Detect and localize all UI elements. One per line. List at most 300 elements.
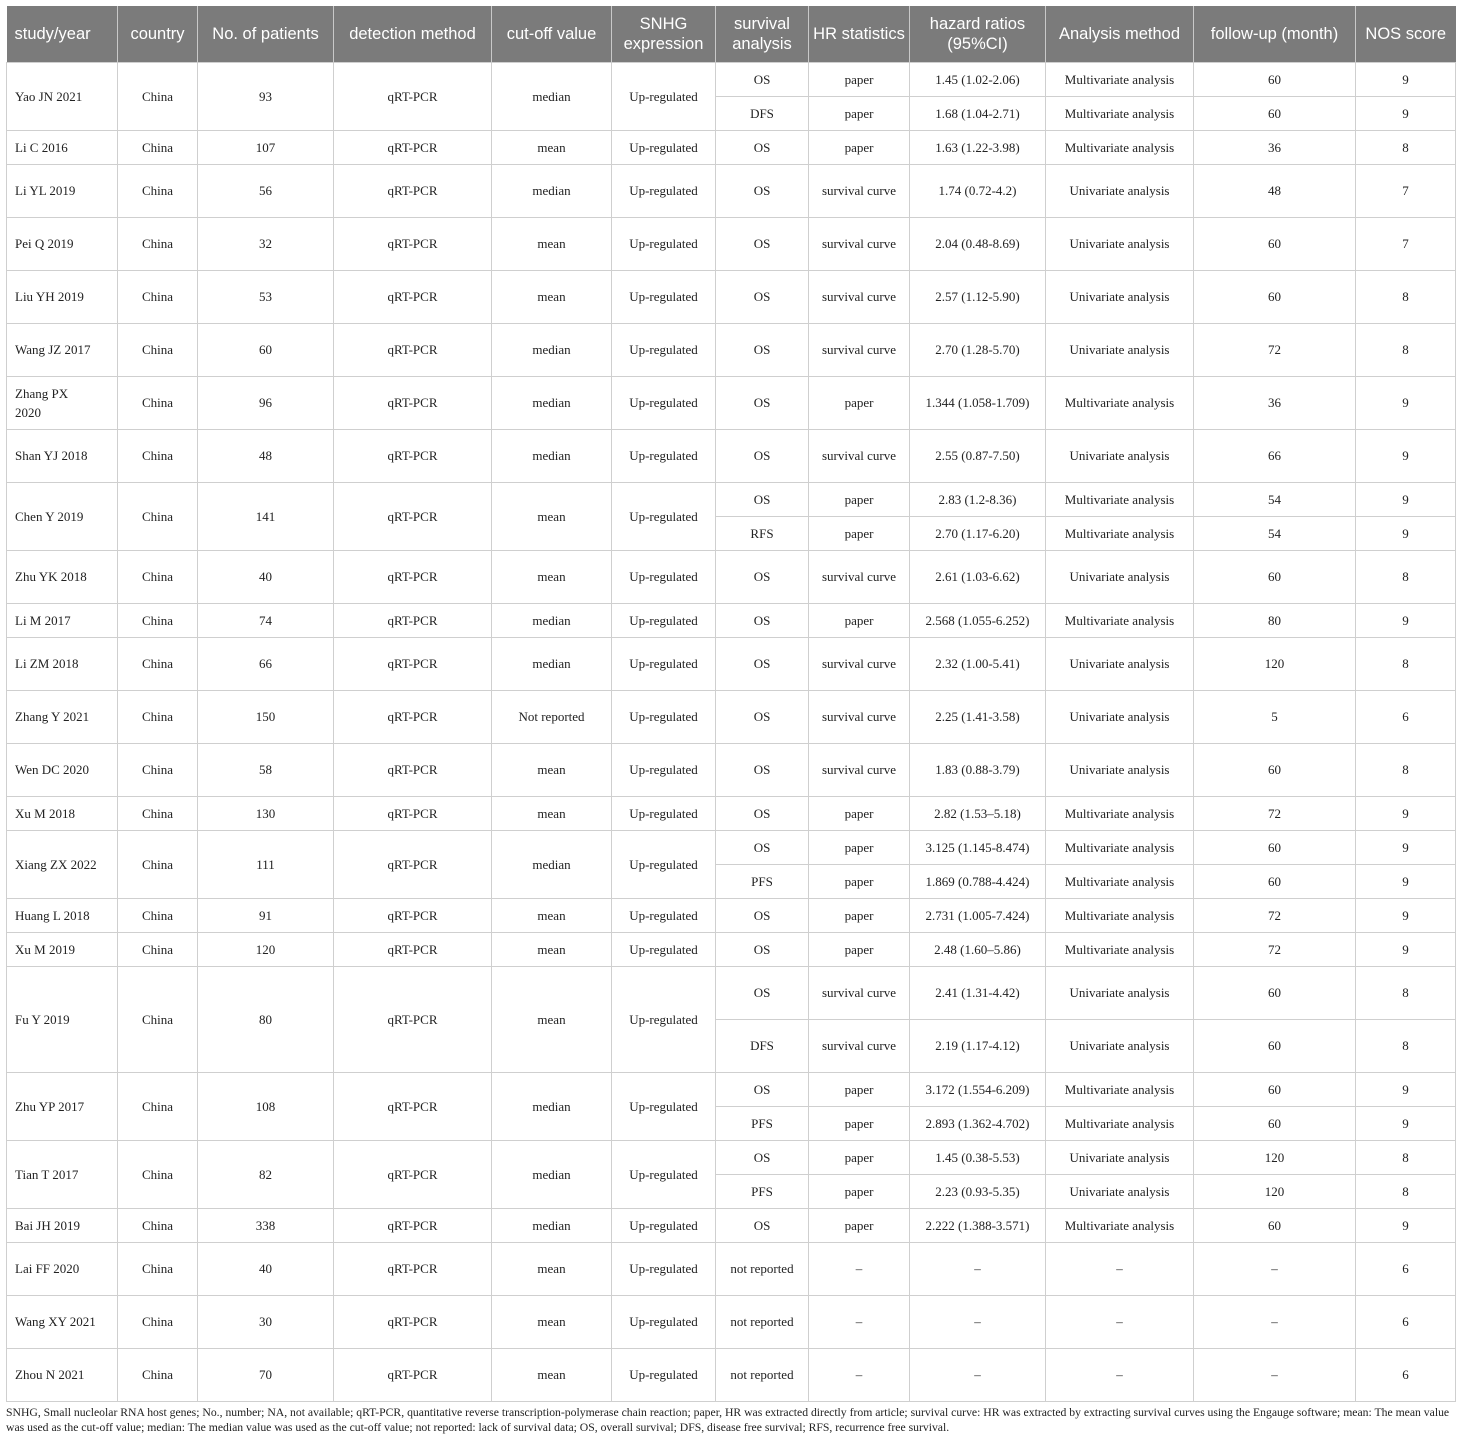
table-row — [7, 483, 1456, 517]
country-cell: China — [118, 271, 198, 324]
follow-up-cell: 72 — [1194, 797, 1356, 831]
study-cell: Tian T 2017 — [7, 1141, 118, 1209]
expression-cell: Up-regulated — [612, 638, 716, 691]
follow-up-cell: – — [1194, 1296, 1356, 1349]
nos-score-cell: 9 — [1356, 377, 1456, 430]
hazard-ratio-cell: 2.41 (1.31-4.42) — [910, 967, 1046, 1020]
follow-up-cell: 54 — [1194, 517, 1356, 551]
survival-analysis-cell: OS — [716, 967, 809, 1020]
patients-cell: 111 — [198, 831, 334, 899]
cutoff-cell: mean — [492, 933, 612, 967]
hr-statistics-cell: paper — [809, 377, 910, 430]
patients-cell: 107 — [198, 131, 334, 165]
hr-statistics-cell: paper — [809, 97, 910, 131]
column-header: detection method — [334, 6, 492, 63]
follow-up-cell: 66 — [1194, 430, 1356, 483]
hr-statistics-cell: survival curve — [809, 551, 910, 604]
nos-score-cell: 8 — [1356, 1141, 1456, 1175]
nos-score-cell: 9 — [1356, 1073, 1456, 1107]
detection-method-cell: qRT-PCR — [334, 604, 492, 638]
survival-analysis-cell: not reported — [716, 1296, 809, 1349]
hazard-ratio-cell: 1.45 (0.38-5.53) — [910, 1141, 1046, 1175]
nos-score-cell: 6 — [1356, 1243, 1456, 1296]
nos-score-cell: 8 — [1356, 967, 1456, 1020]
detection-method-cell: qRT-PCR — [334, 324, 492, 377]
expression-cell: Up-regulated — [612, 271, 716, 324]
study-cell: Zhang PX 2020 — [7, 377, 118, 430]
detection-method-cell: qRT-PCR — [334, 899, 492, 933]
country-cell: China — [118, 377, 198, 430]
analysis-method-cell: Multivariate analysis — [1046, 63, 1194, 97]
analysis-method-cell: Univariate analysis — [1046, 1141, 1194, 1175]
hazard-ratio-cell: 2.23 (0.93-5.35) — [910, 1175, 1046, 1209]
patients-cell: 74 — [198, 604, 334, 638]
table-row — [7, 271, 1456, 324]
detection-method-cell: qRT-PCR — [334, 1209, 492, 1243]
expression-cell: Up-regulated — [612, 551, 716, 604]
expression-cell: Up-regulated — [612, 691, 716, 744]
analysis-method-cell: Multivariate analysis — [1046, 517, 1194, 551]
study-cell: Wang XY 2021 — [7, 1296, 118, 1349]
hr-statistics-cell: survival curve — [809, 218, 910, 271]
country-cell: China — [118, 1141, 198, 1209]
detection-method-cell: qRT-PCR — [334, 1296, 492, 1349]
study-cell: Yao JN 2021 — [7, 63, 118, 131]
study-cell: Huang L 2018 — [7, 899, 118, 933]
country-cell: China — [118, 131, 198, 165]
follow-up-cell: 120 — [1194, 1141, 1356, 1175]
survival-analysis-cell: OS — [716, 638, 809, 691]
hazard-ratio-cell: 2.32 (1.00-5.41) — [910, 638, 1046, 691]
follow-up-cell: 60 — [1194, 551, 1356, 604]
hr-statistics-cell: paper — [809, 797, 910, 831]
hr-statistics-cell: – — [809, 1296, 910, 1349]
cutoff-cell: mean — [492, 1296, 612, 1349]
patients-cell: 130 — [198, 797, 334, 831]
analysis-method-cell: Univariate analysis — [1046, 638, 1194, 691]
hazard-ratio-cell: 3.125 (1.145-8.474) — [910, 831, 1046, 865]
nos-score-cell: 9 — [1356, 933, 1456, 967]
table-row — [7, 63, 1456, 97]
cutoff-cell: mean — [492, 1349, 612, 1402]
analysis-method-cell: – — [1046, 1349, 1194, 1402]
cutoff-cell: mean — [492, 1243, 612, 1296]
column-header: Analysis method — [1046, 6, 1194, 63]
expression-cell: Up-regulated — [612, 967, 716, 1073]
table-row — [7, 933, 1456, 967]
survival-analysis-cell: OS — [716, 483, 809, 517]
follow-up-cell: 54 — [1194, 483, 1356, 517]
table-row — [7, 1349, 1456, 1402]
study-cell: Li YL 2019 — [7, 165, 118, 218]
country-cell: China — [118, 1073, 198, 1141]
survival-analysis-cell: OS — [716, 1141, 809, 1175]
table-row — [7, 604, 1456, 638]
expression-cell: Up-regulated — [612, 1073, 716, 1141]
detection-method-cell: qRT-PCR — [334, 967, 492, 1073]
hr-statistics-cell: paper — [809, 933, 910, 967]
follow-up-cell: 80 — [1194, 604, 1356, 638]
cutoff-cell: median — [492, 430, 612, 483]
hr-statistics-cell: paper — [809, 483, 910, 517]
study-cell: Liu YH 2019 — [7, 271, 118, 324]
table-row — [7, 551, 1456, 604]
cutoff-cell: Not reported — [492, 691, 612, 744]
follow-up-cell: 60 — [1194, 831, 1356, 865]
patients-cell: 53 — [198, 271, 334, 324]
analysis-method-cell: Univariate analysis — [1046, 218, 1194, 271]
nos-score-cell: 9 — [1356, 63, 1456, 97]
analysis-method-cell: – — [1046, 1243, 1194, 1296]
study-cell: Xu M 2019 — [7, 933, 118, 967]
nos-score-cell: 8 — [1356, 131, 1456, 165]
analysis-method-cell: Multivariate analysis — [1046, 1073, 1194, 1107]
column-header: No. of patients — [198, 6, 334, 63]
table-row — [7, 1243, 1456, 1296]
hr-statistics-cell: survival curve — [809, 967, 910, 1020]
hr-statistics-cell: – — [809, 1349, 910, 1402]
follow-up-cell: 36 — [1194, 377, 1356, 430]
detection-method-cell: qRT-PCR — [334, 483, 492, 551]
hazard-ratio-cell: 2.04 (0.48-8.69) — [910, 218, 1046, 271]
analysis-method-cell: Univariate analysis — [1046, 324, 1194, 377]
cutoff-cell: median — [492, 324, 612, 377]
country-cell: China — [118, 1209, 198, 1243]
patients-cell: 70 — [198, 1349, 334, 1402]
patients-cell: 91 — [198, 899, 334, 933]
expression-cell: Up-regulated — [612, 831, 716, 899]
country-cell: China — [118, 691, 198, 744]
table-row — [7, 1296, 1456, 1349]
hazard-ratio-cell: 2.568 (1.055-6.252) — [910, 604, 1046, 638]
detection-method-cell: qRT-PCR — [334, 131, 492, 165]
study-characteristics-table — [6, 6, 1456, 1402]
study-cell: Zhang Y 2021 — [7, 691, 118, 744]
patients-cell: 141 — [198, 483, 334, 551]
cutoff-cell: mean — [492, 744, 612, 797]
hazard-ratio-cell: 2.19 (1.17-4.12) — [910, 1020, 1046, 1073]
expression-cell: Up-regulated — [612, 933, 716, 967]
country-cell: China — [118, 604, 198, 638]
detection-method-cell: qRT-PCR — [334, 933, 492, 967]
patients-cell: 60 — [198, 324, 334, 377]
survival-analysis-cell: OS — [716, 430, 809, 483]
survival-analysis-cell: OS — [716, 551, 809, 604]
nos-score-cell: 8 — [1356, 271, 1456, 324]
table-row — [7, 377, 1456, 430]
hr-statistics-cell: paper — [809, 865, 910, 899]
table-row — [7, 831, 1456, 865]
patients-cell: 66 — [198, 638, 334, 691]
analysis-method-cell: Multivariate analysis — [1046, 899, 1194, 933]
analysis-method-cell: Univariate analysis — [1046, 165, 1194, 218]
column-header: hazard ratios (95%CI) — [910, 6, 1046, 63]
analysis-method-cell: – — [1046, 1296, 1194, 1349]
hr-statistics-cell: survival curve — [809, 324, 910, 377]
nos-score-cell: 8 — [1356, 324, 1456, 377]
analysis-method-cell: Multivariate analysis — [1046, 865, 1194, 899]
detection-method-cell: qRT-PCR — [334, 63, 492, 131]
expression-cell: Up-regulated — [612, 1209, 716, 1243]
country-cell: China — [118, 797, 198, 831]
cutoff-cell: mean — [492, 131, 612, 165]
expression-cell: Up-regulated — [612, 430, 716, 483]
detection-method-cell: qRT-PCR — [334, 744, 492, 797]
country-cell: China — [118, 1243, 198, 1296]
nos-score-cell: 9 — [1356, 1107, 1456, 1141]
hr-statistics-cell: paper — [809, 899, 910, 933]
patients-cell: 56 — [198, 165, 334, 218]
survival-analysis-cell: RFS — [716, 517, 809, 551]
country-cell: China — [118, 551, 198, 604]
nos-score-cell: 7 — [1356, 218, 1456, 271]
hazard-ratio-cell: 1.63 (1.22-3.98) — [910, 131, 1046, 165]
hazard-ratio-cell: – — [910, 1243, 1046, 1296]
hazard-ratio-cell: 1.869 (0.788-4.424) — [910, 865, 1046, 899]
hr-statistics-cell: survival curve — [809, 1020, 910, 1073]
column-header: follow-up (month) — [1194, 6, 1356, 63]
hr-statistics-cell: survival curve — [809, 691, 910, 744]
survival-analysis-cell: OS — [716, 1073, 809, 1107]
cutoff-cell: median — [492, 1141, 612, 1209]
analysis-method-cell: Multivariate analysis — [1046, 797, 1194, 831]
expression-cell: Up-regulated — [612, 1141, 716, 1209]
survival-analysis-cell: OS — [716, 1209, 809, 1243]
follow-up-cell: 60 — [1194, 218, 1356, 271]
survival-analysis-cell: OS — [716, 131, 809, 165]
table-row — [7, 218, 1456, 271]
cutoff-cell: median — [492, 63, 612, 131]
patients-cell: 40 — [198, 551, 334, 604]
nos-score-cell: 6 — [1356, 691, 1456, 744]
expression-cell: Up-regulated — [612, 1243, 716, 1296]
cutoff-cell: median — [492, 831, 612, 899]
hr-statistics-cell: survival curve — [809, 430, 910, 483]
hazard-ratio-cell: 1.68 (1.04-2.71) — [910, 97, 1046, 131]
hazard-ratio-cell: 1.74 (0.72-4.2) — [910, 165, 1046, 218]
study-cell: Chen Y 2019 — [7, 483, 118, 551]
hr-statistics-cell: paper — [809, 1209, 910, 1243]
hazard-ratio-cell: 2.731 (1.005-7.424) — [910, 899, 1046, 933]
detection-method-cell: qRT-PCR — [334, 1141, 492, 1209]
follow-up-cell: 60 — [1194, 865, 1356, 899]
table-row — [7, 165, 1456, 218]
cutoff-cell: mean — [492, 218, 612, 271]
column-header: SNHG expression — [612, 6, 716, 63]
detection-method-cell: qRT-PCR — [334, 165, 492, 218]
cutoff-cell: median — [492, 377, 612, 430]
table-row — [7, 638, 1456, 691]
country-cell: China — [118, 1349, 198, 1402]
nos-score-cell: 9 — [1356, 797, 1456, 831]
header-row — [7, 6, 1456, 63]
hr-statistics-cell: – — [809, 1243, 910, 1296]
expression-cell: Up-regulated — [612, 131, 716, 165]
patients-cell: 48 — [198, 430, 334, 483]
column-header: study/year — [7, 6, 118, 63]
cutoff-cell: median — [492, 1073, 612, 1141]
follow-up-cell: 120 — [1194, 1175, 1356, 1209]
nos-score-cell: 9 — [1356, 1209, 1456, 1243]
nos-score-cell: 9 — [1356, 483, 1456, 517]
hazard-ratio-cell: 3.172 (1.554-6.209) — [910, 1073, 1046, 1107]
survival-analysis-cell: PFS — [716, 1175, 809, 1209]
table-body — [7, 63, 1456, 1402]
study-cell: Zhu YP 2017 — [7, 1073, 118, 1141]
survival-analysis-cell: DFS — [716, 1020, 809, 1073]
country-cell: China — [118, 1296, 198, 1349]
study-cell: Zhu YK 2018 — [7, 551, 118, 604]
hr-statistics-cell: paper — [809, 1175, 910, 1209]
hazard-ratio-cell: 2.25 (1.41-3.58) — [910, 691, 1046, 744]
hr-statistics-cell: paper — [809, 831, 910, 865]
detection-method-cell: qRT-PCR — [334, 1243, 492, 1296]
nos-score-cell: 8 — [1356, 638, 1456, 691]
detection-method-cell: qRT-PCR — [334, 638, 492, 691]
detection-method-cell: qRT-PCR — [334, 551, 492, 604]
survival-analysis-cell: OS — [716, 271, 809, 324]
nos-score-cell: 9 — [1356, 899, 1456, 933]
survival-analysis-cell: OS — [716, 831, 809, 865]
expression-cell: Up-regulated — [612, 604, 716, 638]
nos-score-cell: 9 — [1356, 831, 1456, 865]
table-row — [7, 967, 1456, 1020]
country-cell: China — [118, 899, 198, 933]
survival-analysis-cell: OS — [716, 691, 809, 744]
table-row — [7, 691, 1456, 744]
study-cell: Lai FF 2020 — [7, 1243, 118, 1296]
country-cell: China — [118, 638, 198, 691]
patients-cell: 32 — [198, 218, 334, 271]
cutoff-cell: mean — [492, 899, 612, 933]
country-cell: China — [118, 933, 198, 967]
hr-statistics-cell: paper — [809, 1141, 910, 1175]
cutoff-cell: median — [492, 1209, 612, 1243]
analysis-method-cell: Univariate analysis — [1046, 271, 1194, 324]
country-cell: China — [118, 218, 198, 271]
patients-cell: 30 — [198, 1296, 334, 1349]
detection-method-cell: qRT-PCR — [334, 1073, 492, 1141]
analysis-method-cell: Univariate analysis — [1046, 430, 1194, 483]
nos-score-cell: 8 — [1356, 551, 1456, 604]
expression-cell: Up-regulated — [612, 165, 716, 218]
survival-analysis-cell: OS — [716, 63, 809, 97]
expression-cell: Up-regulated — [612, 483, 716, 551]
hazard-ratio-cell: 2.55 (0.87-7.50) — [910, 430, 1046, 483]
hazard-ratio-cell: – — [910, 1296, 1046, 1349]
analysis-method-cell: Multivariate analysis — [1046, 933, 1194, 967]
country-cell: China — [118, 324, 198, 377]
follow-up-cell: 36 — [1194, 131, 1356, 165]
patients-cell: 82 — [198, 1141, 334, 1209]
hr-statistics-cell: survival curve — [809, 271, 910, 324]
analysis-method-cell: Multivariate analysis — [1046, 131, 1194, 165]
patients-cell: 93 — [198, 63, 334, 131]
hr-statistics-cell: paper — [809, 1107, 910, 1141]
table-row — [7, 744, 1456, 797]
column-header: HR statistics — [809, 6, 910, 63]
column-header: NOS score — [1356, 6, 1456, 63]
patients-cell: 80 — [198, 967, 334, 1073]
cutoff-cell: median — [492, 165, 612, 218]
follow-up-cell: 60 — [1194, 744, 1356, 797]
expression-cell: Up-regulated — [612, 899, 716, 933]
hazard-ratio-cell: 2.48 (1.60–5.86) — [910, 933, 1046, 967]
hazard-ratio-cell: 2.893 (1.362-4.702) — [910, 1107, 1046, 1141]
study-cell: Fu Y 2019 — [7, 967, 118, 1073]
table-row — [7, 1141, 1456, 1175]
nos-score-cell: 9 — [1356, 430, 1456, 483]
hazard-ratio-cell: 2.83 (1.2-8.36) — [910, 483, 1046, 517]
hazard-ratio-cell: 2.61 (1.03-6.62) — [910, 551, 1046, 604]
cutoff-cell: median — [492, 604, 612, 638]
analysis-method-cell: Multivariate analysis — [1046, 604, 1194, 638]
hr-statistics-cell: paper — [809, 517, 910, 551]
column-header: cut-off value — [492, 6, 612, 63]
survival-analysis-cell: OS — [716, 933, 809, 967]
patients-cell: 108 — [198, 1073, 334, 1141]
analysis-method-cell: Univariate analysis — [1046, 1175, 1194, 1209]
survival-analysis-cell: OS — [716, 377, 809, 430]
survival-analysis-cell: PFS — [716, 1107, 809, 1141]
expression-cell: Up-regulated — [612, 324, 716, 377]
patients-cell: 40 — [198, 1243, 334, 1296]
follow-up-cell: 120 — [1194, 638, 1356, 691]
follow-up-cell: 72 — [1194, 933, 1356, 967]
nos-score-cell: 9 — [1356, 865, 1456, 899]
country-cell: China — [118, 165, 198, 218]
hazard-ratio-cell: 2.70 (1.17-6.20) — [910, 517, 1046, 551]
patients-cell: 120 — [198, 933, 334, 967]
study-cell: Bai JH 2019 — [7, 1209, 118, 1243]
detection-method-cell: qRT-PCR — [334, 831, 492, 899]
cutoff-cell: median — [492, 638, 612, 691]
cutoff-cell: mean — [492, 797, 612, 831]
expression-cell: Up-regulated — [612, 797, 716, 831]
country-cell: China — [118, 967, 198, 1073]
follow-up-cell: 60 — [1194, 1209, 1356, 1243]
analysis-method-cell: Multivariate analysis — [1046, 1107, 1194, 1141]
survival-analysis-cell: OS — [716, 324, 809, 377]
hr-statistics-cell: survival curve — [809, 744, 910, 797]
hr-statistics-cell: paper — [809, 604, 910, 638]
nos-score-cell: 9 — [1356, 97, 1456, 131]
analysis-method-cell: Multivariate analysis — [1046, 831, 1194, 865]
analysis-method-cell: Univariate analysis — [1046, 967, 1194, 1020]
table-row — [7, 1209, 1456, 1243]
analysis-method-cell: Univariate analysis — [1046, 551, 1194, 604]
survival-analysis-cell: not reported — [716, 1243, 809, 1296]
follow-up-cell: 60 — [1194, 97, 1356, 131]
follow-up-cell: 60 — [1194, 1107, 1356, 1141]
cutoff-cell: mean — [492, 551, 612, 604]
follow-up-cell: 5 — [1194, 691, 1356, 744]
follow-up-cell: 60 — [1194, 1020, 1356, 1073]
survival-analysis-cell: OS — [716, 165, 809, 218]
nos-score-cell: 9 — [1356, 517, 1456, 551]
survival-analysis-cell: OS — [716, 744, 809, 797]
analysis-method-cell: Multivariate analysis — [1046, 377, 1194, 430]
survival-analysis-cell: OS — [716, 218, 809, 271]
country-cell: China — [118, 744, 198, 797]
study-cell: Li ZM 2018 — [7, 638, 118, 691]
study-cell: Shan YJ 2018 — [7, 430, 118, 483]
table-container — [6, 6, 1455, 1435]
analysis-method-cell: Univariate analysis — [1046, 1020, 1194, 1073]
follow-up-cell: 48 — [1194, 165, 1356, 218]
table-row — [7, 324, 1456, 377]
detection-method-cell: qRT-PCR — [334, 218, 492, 271]
